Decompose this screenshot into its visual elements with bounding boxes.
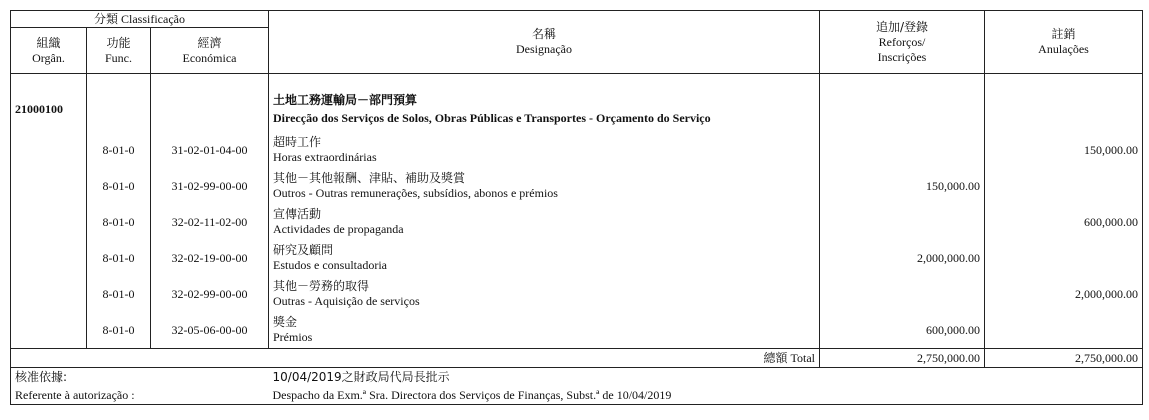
designation: 獎金 Prémios [269,312,820,349]
total-reforcos: 2,750,000.00 [820,349,985,368]
reforco-value: 150,000.00 [820,168,985,204]
total-row [11,349,1143,368]
func-code: 8-01-0 [87,204,151,240]
reforco-value [820,132,985,168]
authorization-text-pt: Despacho da Exm.ª Sra. Directora dos Serviços de Finanças, Subst.ª de 10/04/2019 [269,386,1143,405]
budget-document [10,10,1142,406]
econ-code: 32-02-99-00-00 [151,276,269,312]
designacao-header: 名稱 Designação [269,11,820,74]
organ-header: 組織 Orgân. [11,28,87,74]
anulacao-value: 150,000.00 [985,132,1143,168]
econ-code: 32-02-19-00-00 [151,240,269,276]
authorization-row-zh [11,368,1143,387]
func-code: 8-01-0 [87,168,151,204]
table-row [11,204,1143,240]
table-row [11,240,1143,276]
anulacao-value: 600,000.00 [985,204,1143,240]
table-row [11,132,1143,168]
org-row [11,86,1143,132]
authorization-label-pt: Referente à autorização : [11,386,269,405]
econ-code: 31-02-01-04-00 [151,132,269,168]
total-anulacoes: 2,750,000.00 [985,349,1143,368]
designation: 其他－勞務的取得 Outras - Aquisição de serviços [269,276,820,312]
table-row [11,276,1143,312]
total-label: 總額 Total [11,349,820,368]
econ-header: 經濟 Económica [151,28,269,74]
designation: 研究及顧問 Estudos e consultadoria [269,240,820,276]
func-code: 8-01-0 [87,240,151,276]
designation: 宣傳活動 Actividades de propaganda [269,204,820,240]
designation: 超時工作 Horas extraordinárias [269,132,820,168]
anulacao-value [985,240,1143,276]
table-row [11,312,1143,349]
designation: 其他－其他報酬、津貼、補助及獎賞 Outros - Outras remunerações, subsídios, abonos e prémios [269,168,820,204]
func-header: 功能 Func. [87,28,151,74]
econ-code: 32-05-06-00-00 [151,312,269,349]
anulacao-value: 2,000,000.00 [985,276,1143,312]
classificacao-header: 分類 Classificação [11,11,269,28]
authorization-label-zh: 核准依據: [11,368,269,387]
authorization-text-zh: 10/04/2019之財政局代局長批示 [269,368,1143,387]
reforco-value: 600,000.00 [820,312,985,349]
anulacao-value [985,168,1143,204]
econ-code: 31-02-99-00-00 [151,168,269,204]
anulacoes-header: 註銷 Anulações [985,11,1143,74]
authorization-row-pt [11,386,1143,405]
reforcos-header: 追加/登錄 Reforços/ Inscrições [820,11,985,74]
budget-table [10,10,1143,405]
anulacao-value [985,312,1143,349]
reforco-value [820,276,985,312]
org-title: 土地工務運輸局－部門預算 Direcção dos Serviços de Solos, Obras Públicas e Transportes - Orçamento do Serviço [269,86,820,132]
econ-code: 32-02-11-02-00 [151,204,269,240]
reforco-value [820,204,985,240]
func-code: 8-01-0 [87,132,151,168]
reforco-value: 2,000,000.00 [820,240,985,276]
org-code: 21000100 [11,86,87,132]
func-code: 8-01-0 [87,276,151,312]
header-row-top [11,11,1143,28]
func-code: 8-01-0 [87,312,151,349]
table-row [11,168,1143,204]
